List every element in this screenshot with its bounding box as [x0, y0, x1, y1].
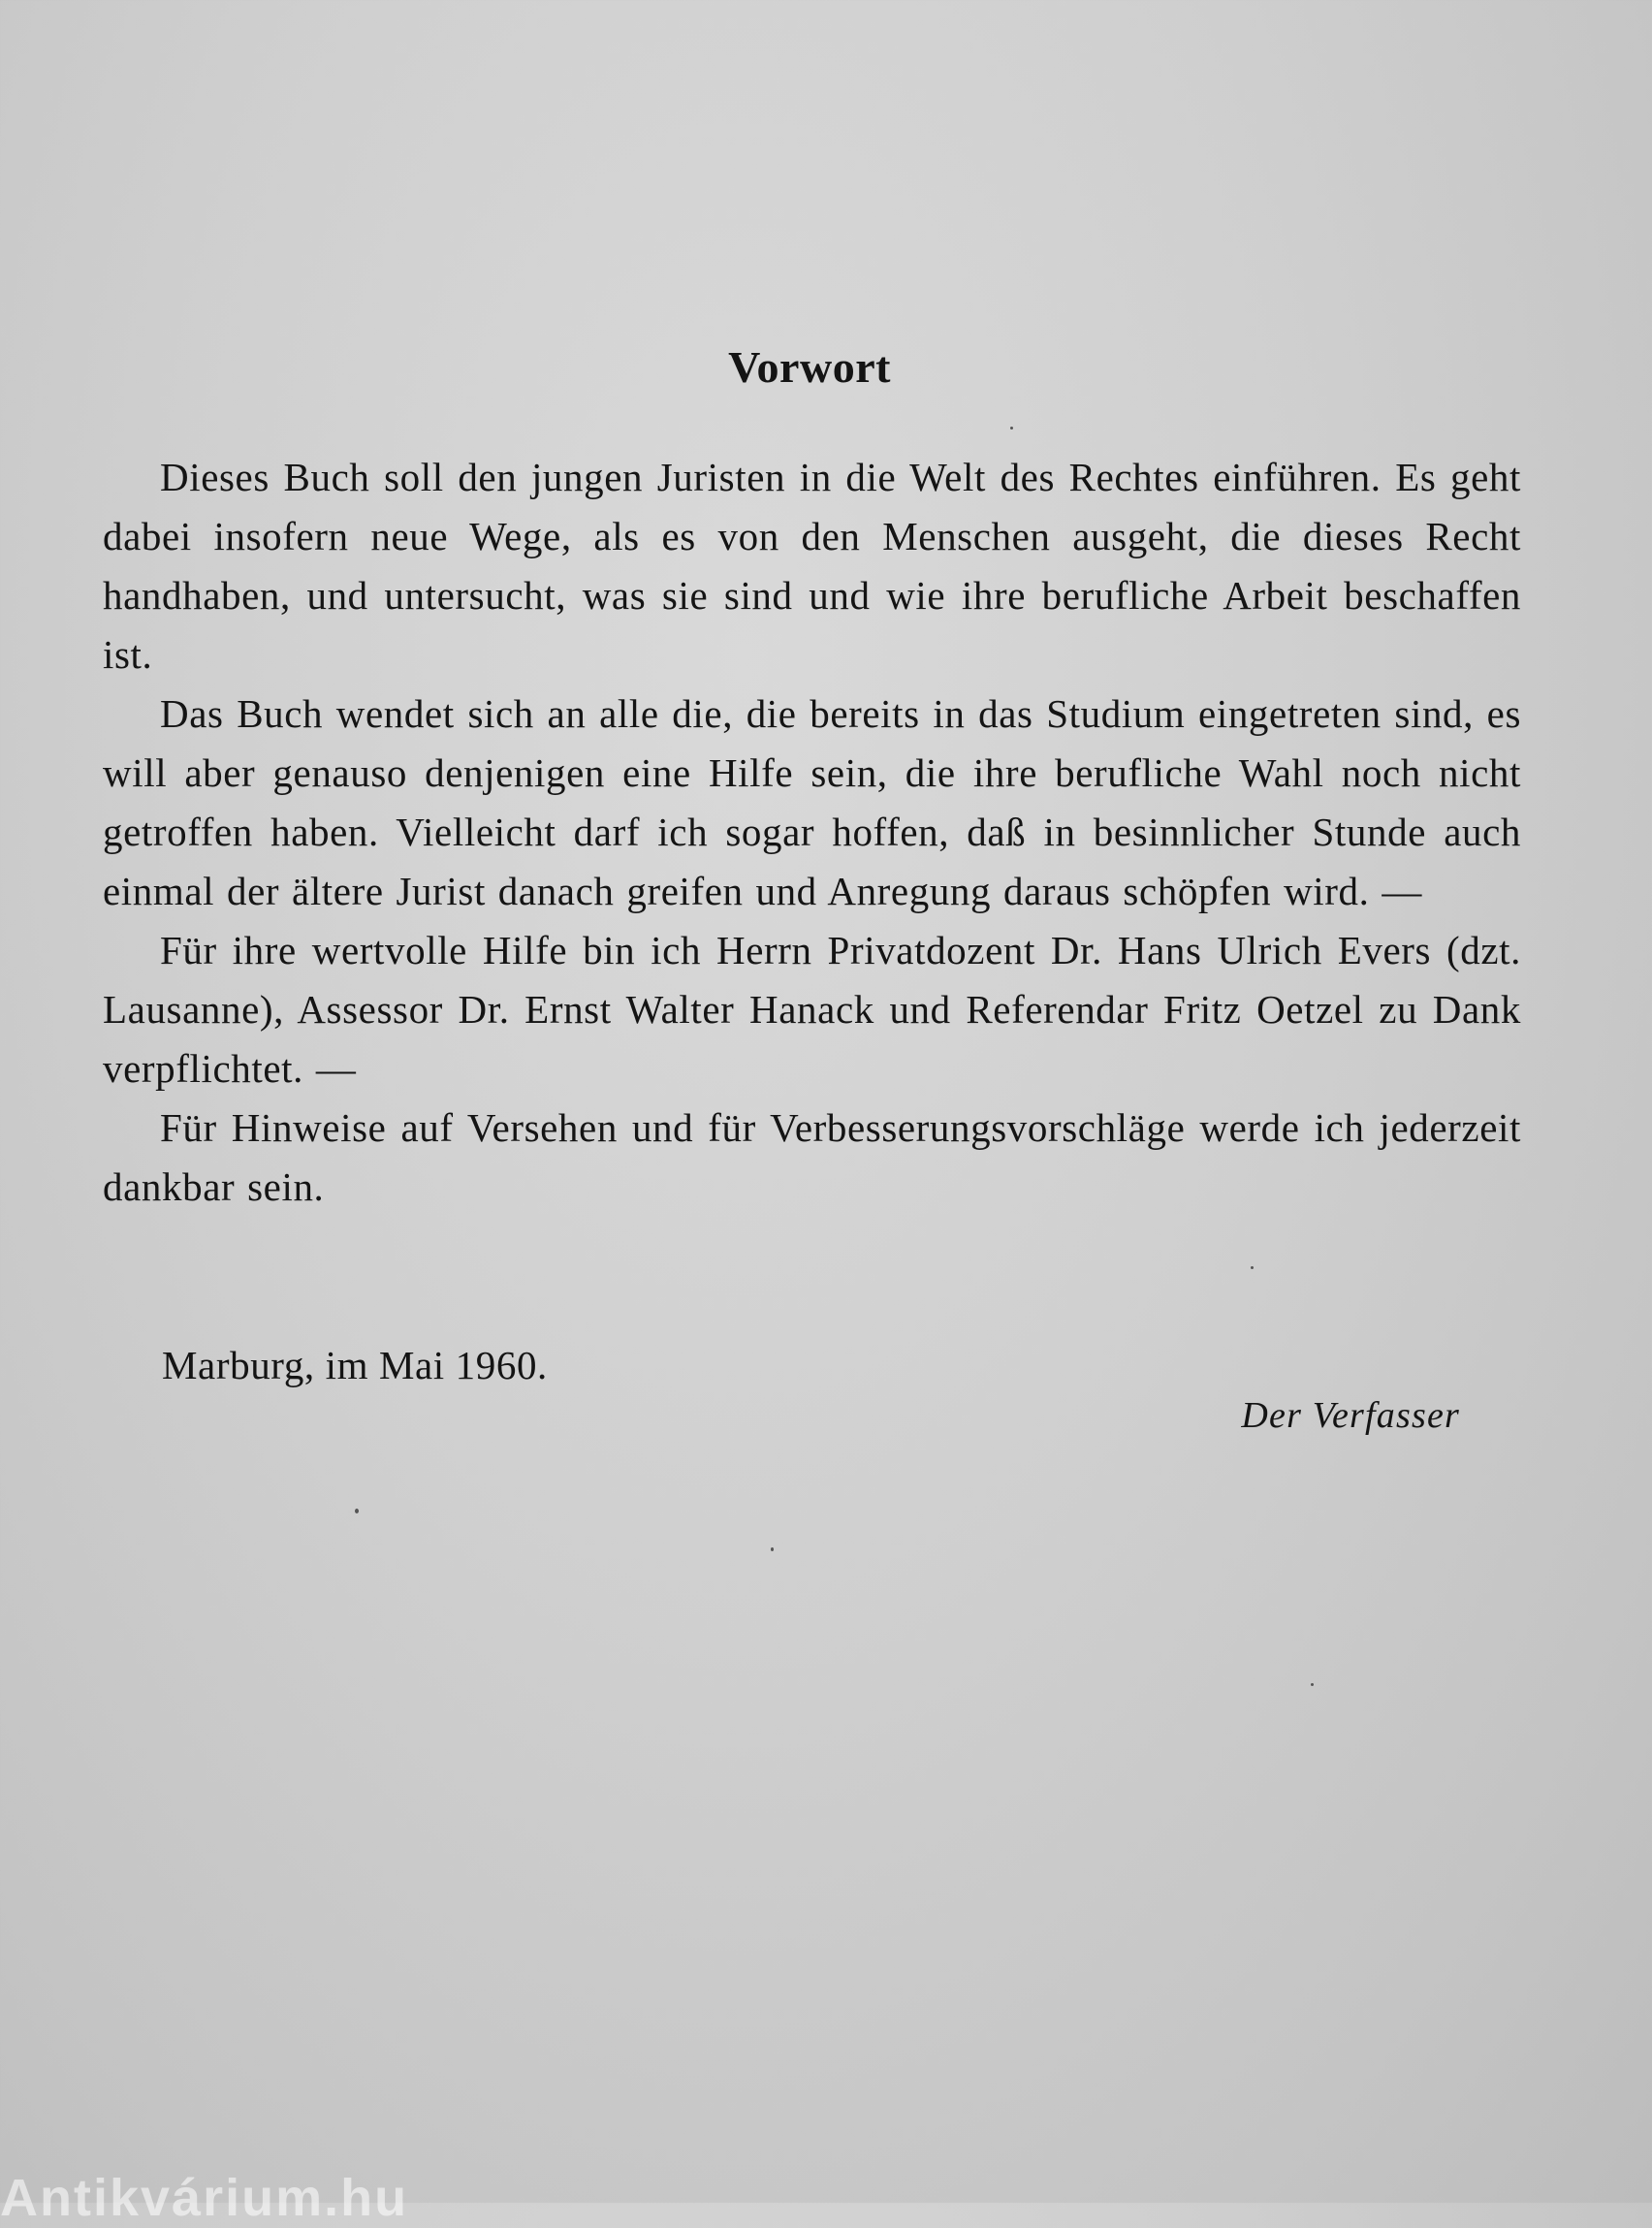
paper-speck: [355, 1509, 359, 1513]
paragraph-1: Dieses Buch soll den jungen Juristen in die Welt des Rechtes einführen. Es geht dabei insofern neue Wege, als es von den Menschen ausgeht, die dieses Recht handhaben, und untersucht, was sie sind und wie ihre berufliche Arbeit beschaffen ist.: [103, 455, 1521, 677]
paper-speck: [1311, 1683, 1314, 1686]
page-title: Vorwort: [728, 342, 891, 392]
signature: Der Verfasser: [1241, 1395, 1460, 1436]
preface-body: [103, 448, 1521, 1217]
paragraph-4: Für Hinweise auf Versehen und für Verbesserungsvorschläge werde ich jederzeit dankbar sein.: [103, 1105, 1521, 1209]
paper-speck: [771, 1547, 774, 1551]
paper-speck: [1010, 427, 1013, 430]
paper-speck: [1251, 1266, 1254, 1269]
paragraph-3: Für ihre wertvolle Hilfe bin ich Herrn Privatdozent Dr. Hans Ulrich Evers (dzt. Lausanne), Assessor Dr. Ernst Walter Hanack und Referendar Fritz Oetzel zu Dank verpflichtet. —: [103, 928, 1521, 1091]
watermark: Antikvárium.hu: [0, 2169, 409, 2227]
paragraph-2: Das Buch wendet sich an alle die, die bereits in das Studium eingetreten sind, es will aber genauso denjenigen eine Hilfe sein, die ihre berufliche Wahl noch nicht getroffen haben. Vielleicht darf ich sogar hoffen, daß in besinnlicher Stunde auch einmal der ältere Jurist danach greifen und Anregung daraus schöpfen wird. —: [103, 691, 1521, 913]
place-date: Marburg, im Mai 1960.: [162, 1343, 548, 1387]
